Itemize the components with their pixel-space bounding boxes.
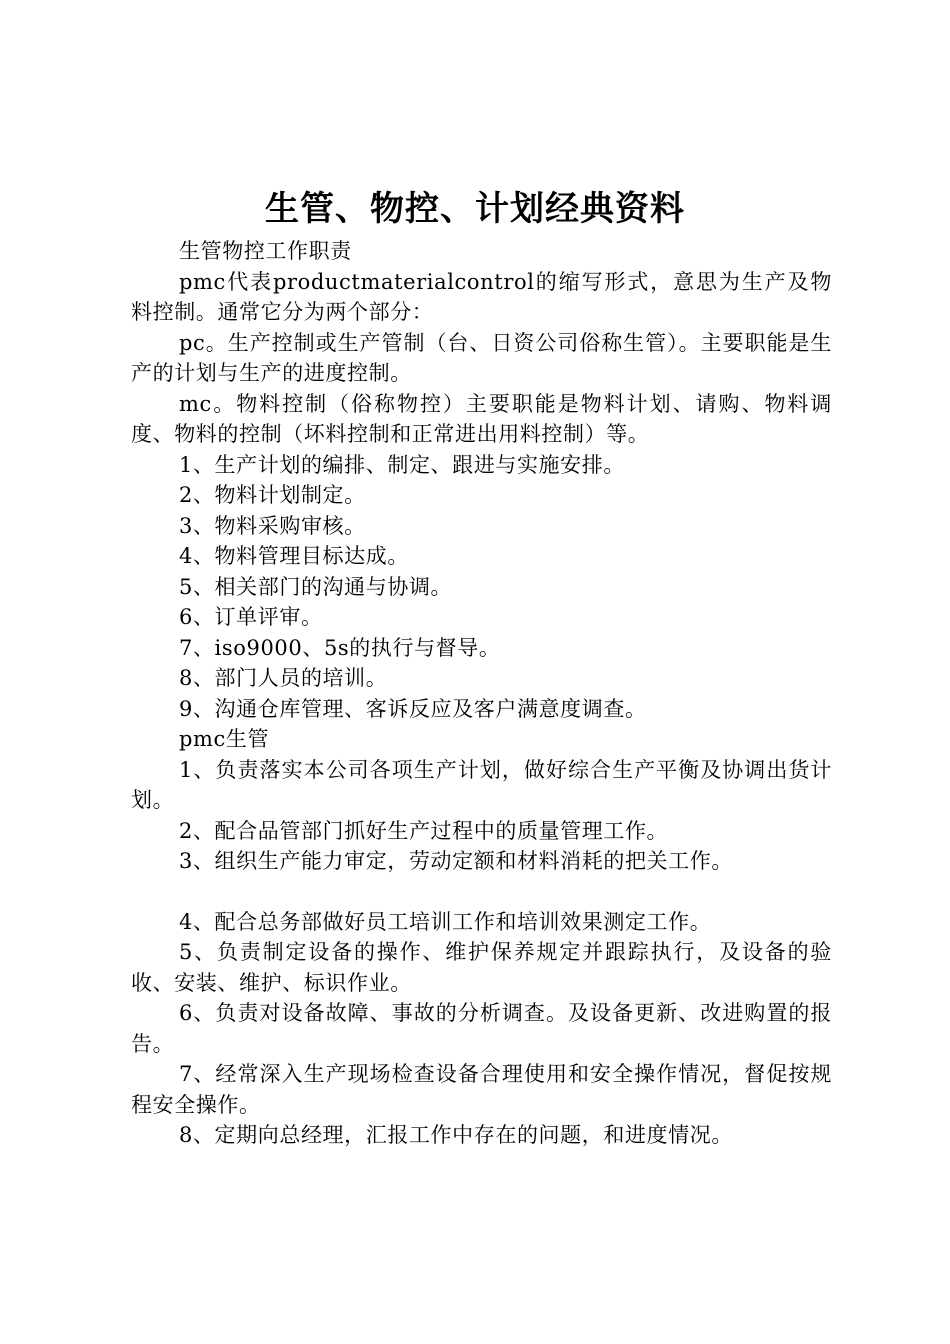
list-item: 6、订单评审。: [179, 605, 323, 629]
list-item: 5、相关部门的沟通与协调。: [179, 574, 453, 599]
paragraph-pc-definition: pc。生产控制或生产管制（台、日资公司俗称生管）。主要职能是生产的计划与生产的进度控制。: [131, 330, 832, 385]
blank-line: [131, 877, 832, 907]
list-item: 1、负责落实本公司各项生产计划，做好综合生产平衡及协调出货计划。: [131, 757, 832, 812]
list-item: 3、物料采购审核。: [179, 513, 366, 538]
list-item: 5、负责制定设备的操作、维护保养规定并跟踪执行，及设备的验收、安装、维护、标识作业。: [131, 940, 832, 995]
section-heading-responsibilities: 生管物控工作职责: [179, 239, 352, 263]
list-item: 6、负责对设备故障、事故的分析调查。及设备更新、改进购置的报告。: [131, 1001, 832, 1056]
list-item: 3、组织生产能力审定，劳动定额和材料消耗的把关工作。: [179, 849, 733, 873]
list-item: 7、经常深入生产现场检查设备合理使用和安全操作情况，督促按规程安全操作。: [131, 1062, 832, 1117]
document-title: 生管、物控、计划经典资料: [265, 189, 685, 229]
list-item: 4、配合总务部做好员工培训工作和培训效果测定工作。: [179, 909, 712, 934]
paragraph-mc-definition: mc。物料控制（俗称物控）主要职能是物料计划、请购、物料调度、物料的控制（坏料控制和正常进出用料控制）等。: [131, 391, 832, 446]
list-item: 4、物料管理目标达成。: [179, 544, 409, 568]
list-item: 7、iso9000、5s的执行与督导。: [179, 635, 501, 660]
list-item: 2、物料计划制定。: [179, 483, 366, 507]
list-item: 8、部门人员的培训。: [179, 666, 388, 690]
list-item: 2、配合品管部门抓好生产过程中的质量管理工作。: [179, 818, 669, 843]
section-heading-pmc: pmc生管: [179, 727, 270, 751]
list-item: 1、生产计划的编排、制定、跟进与实施安排。: [179, 452, 625, 477]
list-item: 8、定期向总经理，汇报工作中存在的问题，和进度情况。: [179, 1123, 733, 1147]
list-item: 9、沟通仓库管理、客诉反应及客户满意度调查。: [179, 696, 647, 721]
document-body: [131, 236, 832, 1151]
paragraph-pmc-definition: pmc代表productmaterialcontrol的缩写形式，意思为生产及物料控制。通常它分为两个部分：: [131, 269, 832, 324]
